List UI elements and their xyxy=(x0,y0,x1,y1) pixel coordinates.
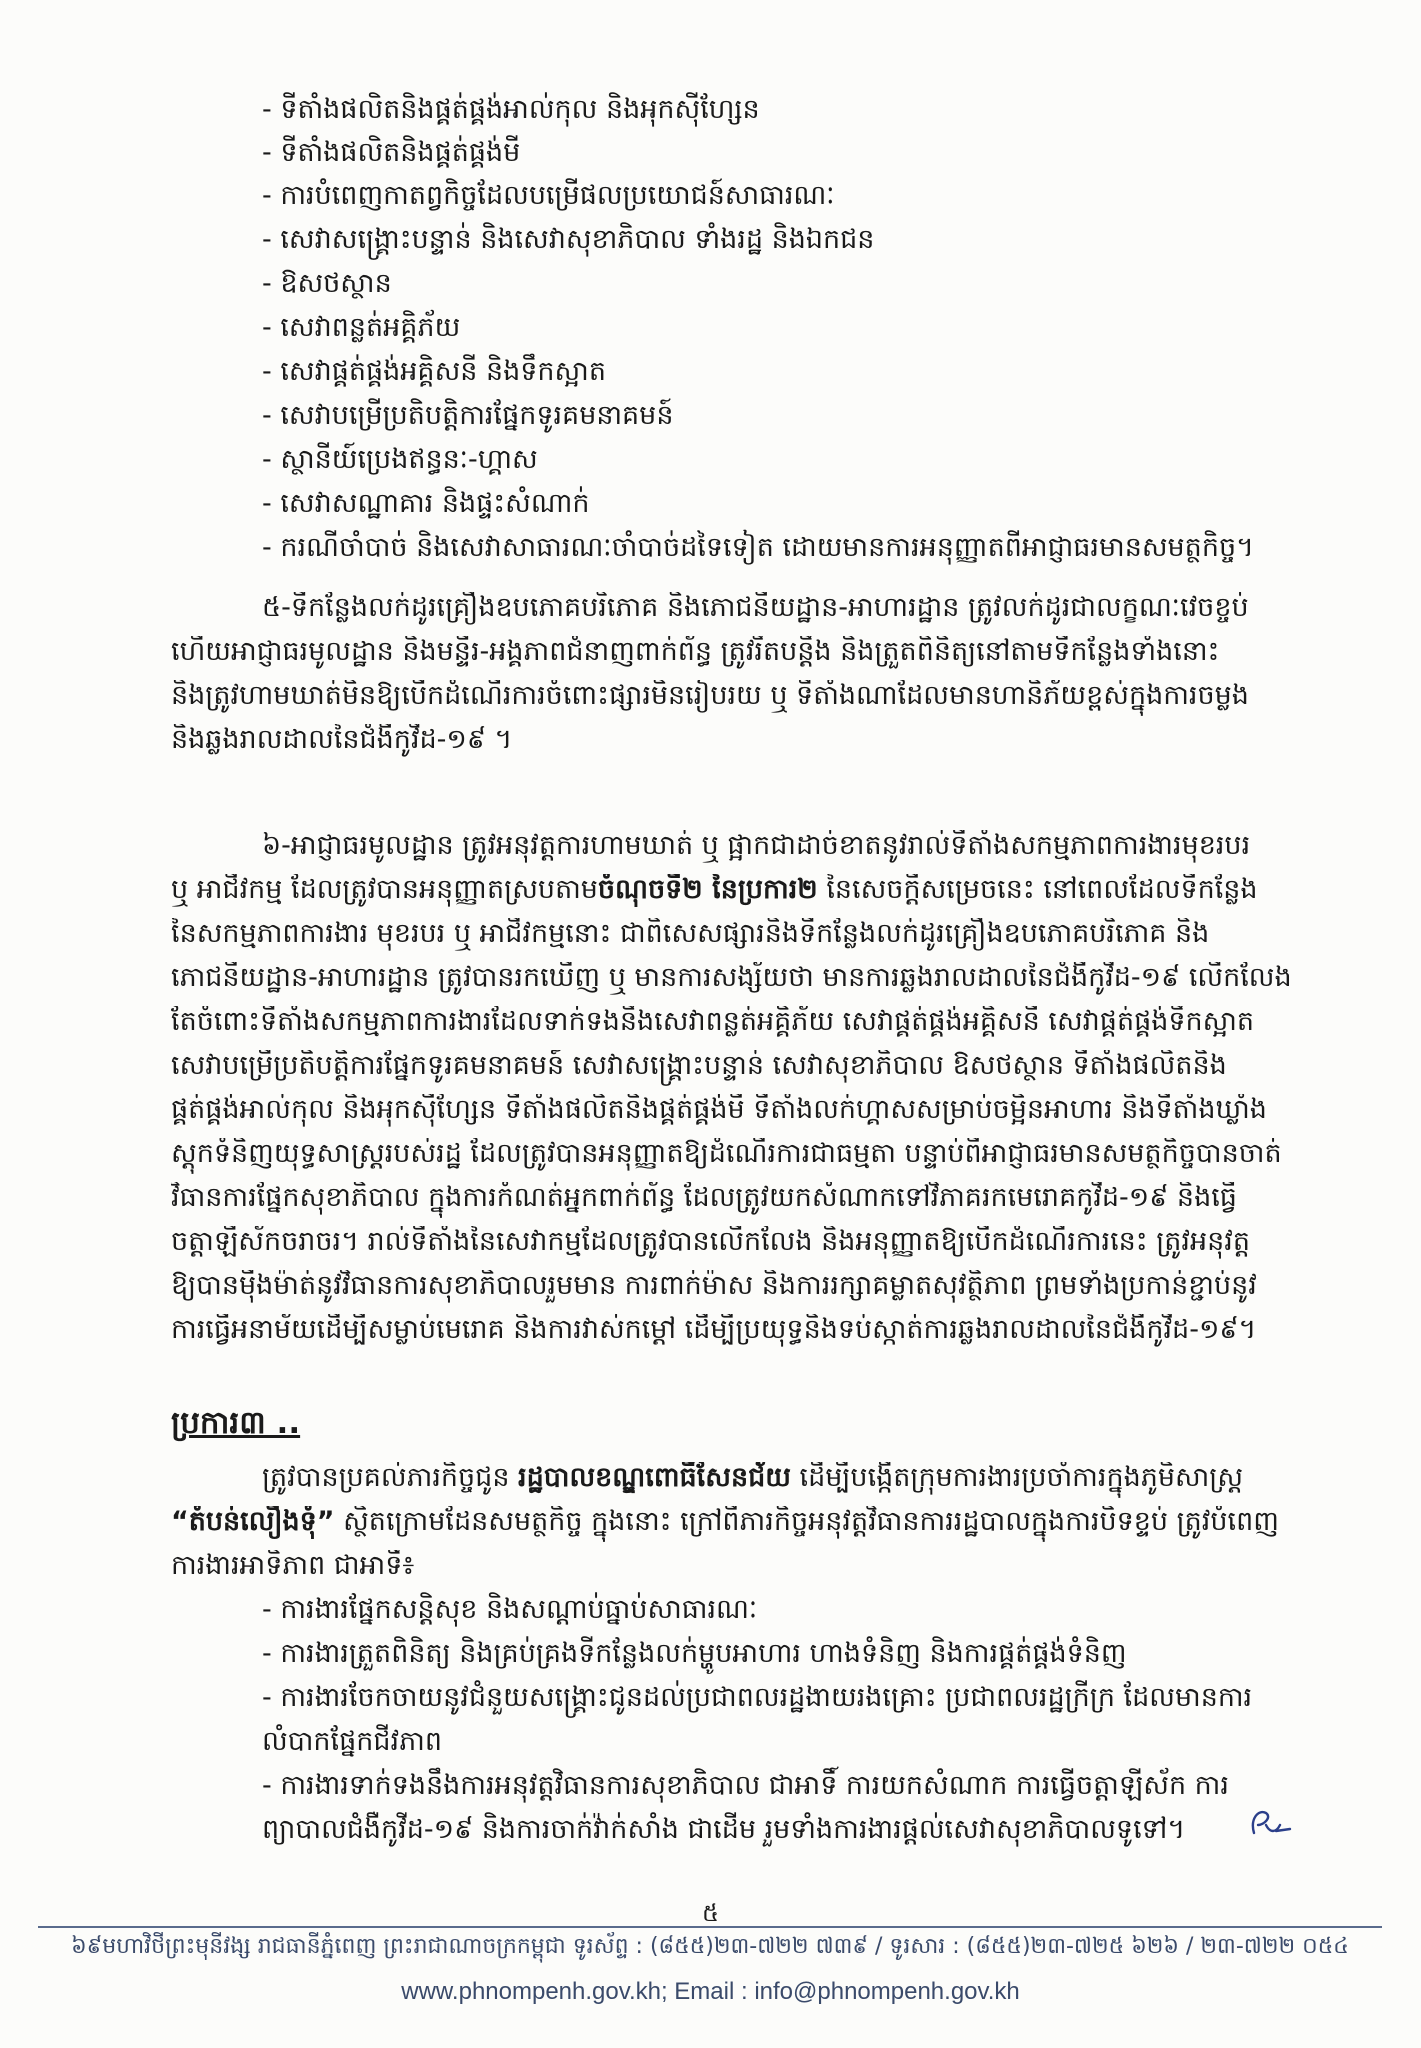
paragraph-line: និងត្រូវហាមឃាត់មិនឱ្យបើកដំណើរការចំពោះផ្សារមិនរៀបរយ ឬ ទីតាំងណាដែលមានហានិភ័យខ្ពស់ក្នុងការចម្លង xyxy=(171,680,1249,711)
list-item: លំបាកផ្នែកជីវភាព xyxy=(262,1726,442,1757)
signature-initials xyxy=(1246,1803,1292,1841)
paragraph-line: ការងារអាទិភាព ជាអាទិ៍៖ xyxy=(171,1550,415,1581)
paragraph-line: ស្តុកទំនិញយុទ្ធសាស្ត្ររបស់រដ្ឋ ដែលត្រូវបានអនុញ្ញាតឱ្យដំណើរការជាធម្មតា បន្ទាប់ពីអាជ្ញាធរមានសមត្ថកិច្ចបានចាត់ xyxy=(171,1138,1282,1169)
paragraph-line: សេវាបម្រើប្រតិបត្តិការផ្នែកទូរគមនាគមន៍ សេវាសង្គ្រោះបន្ទាន់ សេវាសុខាភិបាល ឱសថស្ថាន ទីតាំងផលិតនិង xyxy=(171,1050,1227,1081)
paragraph-line: និងឆ្លងរាលដាលនៃជំងឺកូវីដ-១៩ ។ xyxy=(171,724,513,755)
text-run: នៃសេចក្តីសម្រេចនេះ នៅពេលដែលទីកន្លែង xyxy=(817,874,1258,905)
text-run: ដើម្បីបង្កើតក្រុមការងារប្រចាំការក្នុងភូមិសាស្ត្រ xyxy=(790,1462,1244,1493)
bold-authority: រដ្ឋបាលខណ្ឌពោធិ៍សែនជ័យ xyxy=(518,1462,791,1493)
page-number: ៥ xyxy=(702,1899,719,1927)
article-heading: ប្រការ៣ .. xyxy=(171,1405,301,1441)
paragraph-line: តែចំពោះទីតាំងសកម្មភាពការងារដែលទាក់ទងនឹងសេវាពន្លត់អគ្គិភ័យ សេវាផ្គត់ផ្គង់អគ្គិសនី សេវាផ្គត់ផ្គង់ទឹកស្អាត xyxy=(171,1006,1255,1037)
list-item: - សេវាផ្គត់ផ្គង់អគ្គិសនី និងទឹកស្អាត xyxy=(262,356,606,387)
list-item: - ករណីចាំបាច់ និងសេវាសាធារណៈចាំបាច់ដទៃទៀត ដោយមានការអនុញ្ញាតពីអាជ្ញាធរមានសមត្ថកិច្ច។ xyxy=(262,532,1254,563)
list-item: - ការបំពេញកាតព្វកិច្ចដែលបម្រើផលប្រយោជន៍សាធារណៈ xyxy=(262,180,835,211)
bold-reference: ចំណុចទី២ នៃប្រការ២ xyxy=(597,874,818,905)
paragraph-5 xyxy=(171,592,1296,768)
text-run: ត្រូវបានប្រគល់ភារកិច្ចជូន xyxy=(262,1462,519,1493)
paragraph-line: ផ្គត់ផ្គង់អាល់កុល និងអុកស៊ីហ្សែន ទីតាំងផលិតនិងផ្គត់ផ្គង់មី ទីតាំងលក់ហ្គាសសម្រាប់ចម្អិនអាហារ និងទីតាំងឃ្លាំង xyxy=(171,1094,1267,1125)
paragraph-line xyxy=(171,1506,1296,1550)
list-item: - ស្ថានីយ៍ប្រេងឥន្ធនៈ-ហ្គាស xyxy=(262,444,538,475)
paragraph-line: វិធានការផ្នែកសុខាភិបាល ក្នុងការកំណត់អ្នកពាក់ព័ន្ធ ដែលត្រូវយកសំណាកទៅវិភាគរកមេរោគកូវីដ-១៩ និងធ្វើ xyxy=(171,1182,1237,1213)
paragraph-line: ភោជនីយដ្ឋាន-អាហារដ្ឋាន ត្រូវបានរកឃើញ ឬ មានការសង្ស័យថា មានការឆ្លងរាលដាលនៃជំងឺកូវីដ-១៩ លើកលែង xyxy=(171,962,1292,993)
paragraph-line xyxy=(171,1462,1296,1506)
list-item: - ការងារត្រួតពិនិត្យ និងគ្រប់គ្រងទីកន្លែងលក់ម្ហូបអាហារ ហាងទំនិញ និងការផ្គត់ផ្គង់ទំនិញ xyxy=(262,1638,1127,1669)
list-item: - ការងារចែកចាយនូវជំនួយសង្គ្រោះជូនដល់ប្រជាពលរដ្ឋងាយរងគ្រោះ ប្រជាពលរដ្ឋក្រីក្រ ដែលមានការ xyxy=(262,1682,1253,1713)
list-item: - សេវាសណ្ឋាគារ និងផ្ទះសំណាក់ xyxy=(262,488,590,519)
list-item: - ការងារផ្នែកសន្តិសុខ និងសណ្តាប់ធ្នាប់សាធារណៈ xyxy=(262,1594,758,1625)
list-item: - ទីតាំងផលិតនិងផ្គត់ផ្គង់មី xyxy=(262,137,521,168)
paragraph-line xyxy=(171,874,1296,918)
bold-zone-name: “តំបន់លឿងទុំ” xyxy=(171,1506,335,1537)
paragraph-line: ហើយអាជ្ញាធរមូលដ្ឋាន និងមន្ទីរ-អង្គភាពជំនាញពាក់ព័ន្ធ ត្រូវរឹតបន្តឹង និងត្រួតពិនិត្យនៅតាមទីកន្លែងទាំងនោះ xyxy=(171,636,1220,667)
paragraph-line: ៥-ទីកន្លែងលក់ដូរគ្រឿងឧបភោគបរិភោគ និងភោជនីយដ្ឋាន-អាហារដ្ឋាន ត្រូវលក់ដូរជាលក្ខណៈវេចខ្ចប់ xyxy=(262,592,1249,623)
paragraph-line: ៦-អាជ្ញាធរមូលដ្ឋាន ត្រូវអនុវត្តការហាមឃាត់ ឬ ផ្អាកជាដាច់ខាតនូវរាល់ទីតាំងសកម្មភាពការងារមុខរបរ xyxy=(262,830,1251,861)
list-item: - សេវាបម្រើប្រតិបត្តិការផ្នែកទូរគមនាគមន៍ xyxy=(262,400,674,431)
paragraph-line: ឱ្យបានម៉ឺងម៉ាត់នូវវិធានការសុខាភិបាលរួមមាន ការពាក់ម៉ាស និងការរក្សាគម្លាតសុវត្ថិភាព ព្រមទាំងប្រកាន់ខ្ជាប់នូវ xyxy=(171,1270,1257,1301)
list-item: - ឱសថស្ថាន xyxy=(262,268,392,299)
list-item: - សេវាពន្លត់អគ្គិភ័យ xyxy=(262,312,461,343)
text-run: ឬ អាជីវកម្ម ដែលត្រូវបានអនុញ្ញាតស្របតាម xyxy=(171,874,598,905)
paragraph-line: ការធ្វើអនាម័យដើម្បីសម្លាប់មេរោគ និងការវាស់កម្តៅ ដើម្បីប្រយុទ្ធនិងទប់ស្កាត់ការឆ្លងរាលដាលនៃជំងឺកូវីដ-១៩។ xyxy=(171,1314,1257,1345)
article-3-intro xyxy=(171,1462,1296,1594)
paragraph-line: នៃសកម្មភាពការងារ មុខរបរ ឬ អាជីវកម្មនោះ ជាពិសេសផ្សារនិងទីកន្លែងលក់ដូរគ្រឿងឧបភោគបរិភោគ និង xyxy=(171,918,1210,949)
paragraph-line: ចត្តាឡីស័កចរាចរ។ រាល់ទីតាំងនៃសេវាកម្មដែលត្រូវបានលើកលែង និងអនុញ្ញាតឱ្យបើកដំណើរការនេះ ត្រូវអនុវត្ត xyxy=(171,1226,1250,1257)
list-item: - ការងារទាក់ទងនឹងការអនុវត្តវិធានការសុខាភិបាល ជាអាទិ៍ ការយកសំណាក ការធ្វើចត្តាឡីស័ក ការ xyxy=(262,1770,1229,1801)
list-item: ព្យាបាលជំងឺកូវីដ-១៩ និងការចាក់វ៉ាក់សាំង ជាដើម រួមទាំងការងារផ្តល់សេវាសុខាភិបាលទូទៅ។ xyxy=(262,1814,1186,1845)
paragraph-6 xyxy=(171,830,1296,1358)
footer-divider xyxy=(38,1926,1382,1928)
footer-address: ៦៩មហាវិថីព្រះមុនីវង្ស រាជធានីភ្នំពេញ ព្រះរាជាណាចក្រកម្ពុជា ទូរស័ព្ទ : (៨៥៥)២៣-៧២២ ៧៣៩ / ទូរសារ : (៨៥៥)២៣-៧២៥ ៦២៦ / ២៣-៧២២ ០៥៤ xyxy=(71,1934,1349,1959)
footer-website: www.phnompenh.gov.kh; Email : info@phnompenh.gov.kh xyxy=(401,1978,1020,2005)
text-run: ស្ថិតក្រោមដែនសមត្ថកិច្ច ក្នុងនោះ ក្រៅពីភារកិច្ចអនុវត្តវិធានការរដ្ឋបាលក្នុងការបិទខ្ទប់ ត្រូវបំពេញ xyxy=(334,1506,1279,1537)
list-item: - សេវាសង្គ្រោះបន្ទាន់ និងសេវាសុខាភិបាល ទាំងរដ្ឋ និងឯកជន xyxy=(262,224,875,255)
list-item: - ទីតាំងផលិតនិងផ្គត់ផ្គង់អាល់កុល និងអុកស៊ីហ្សែន xyxy=(262,94,760,125)
